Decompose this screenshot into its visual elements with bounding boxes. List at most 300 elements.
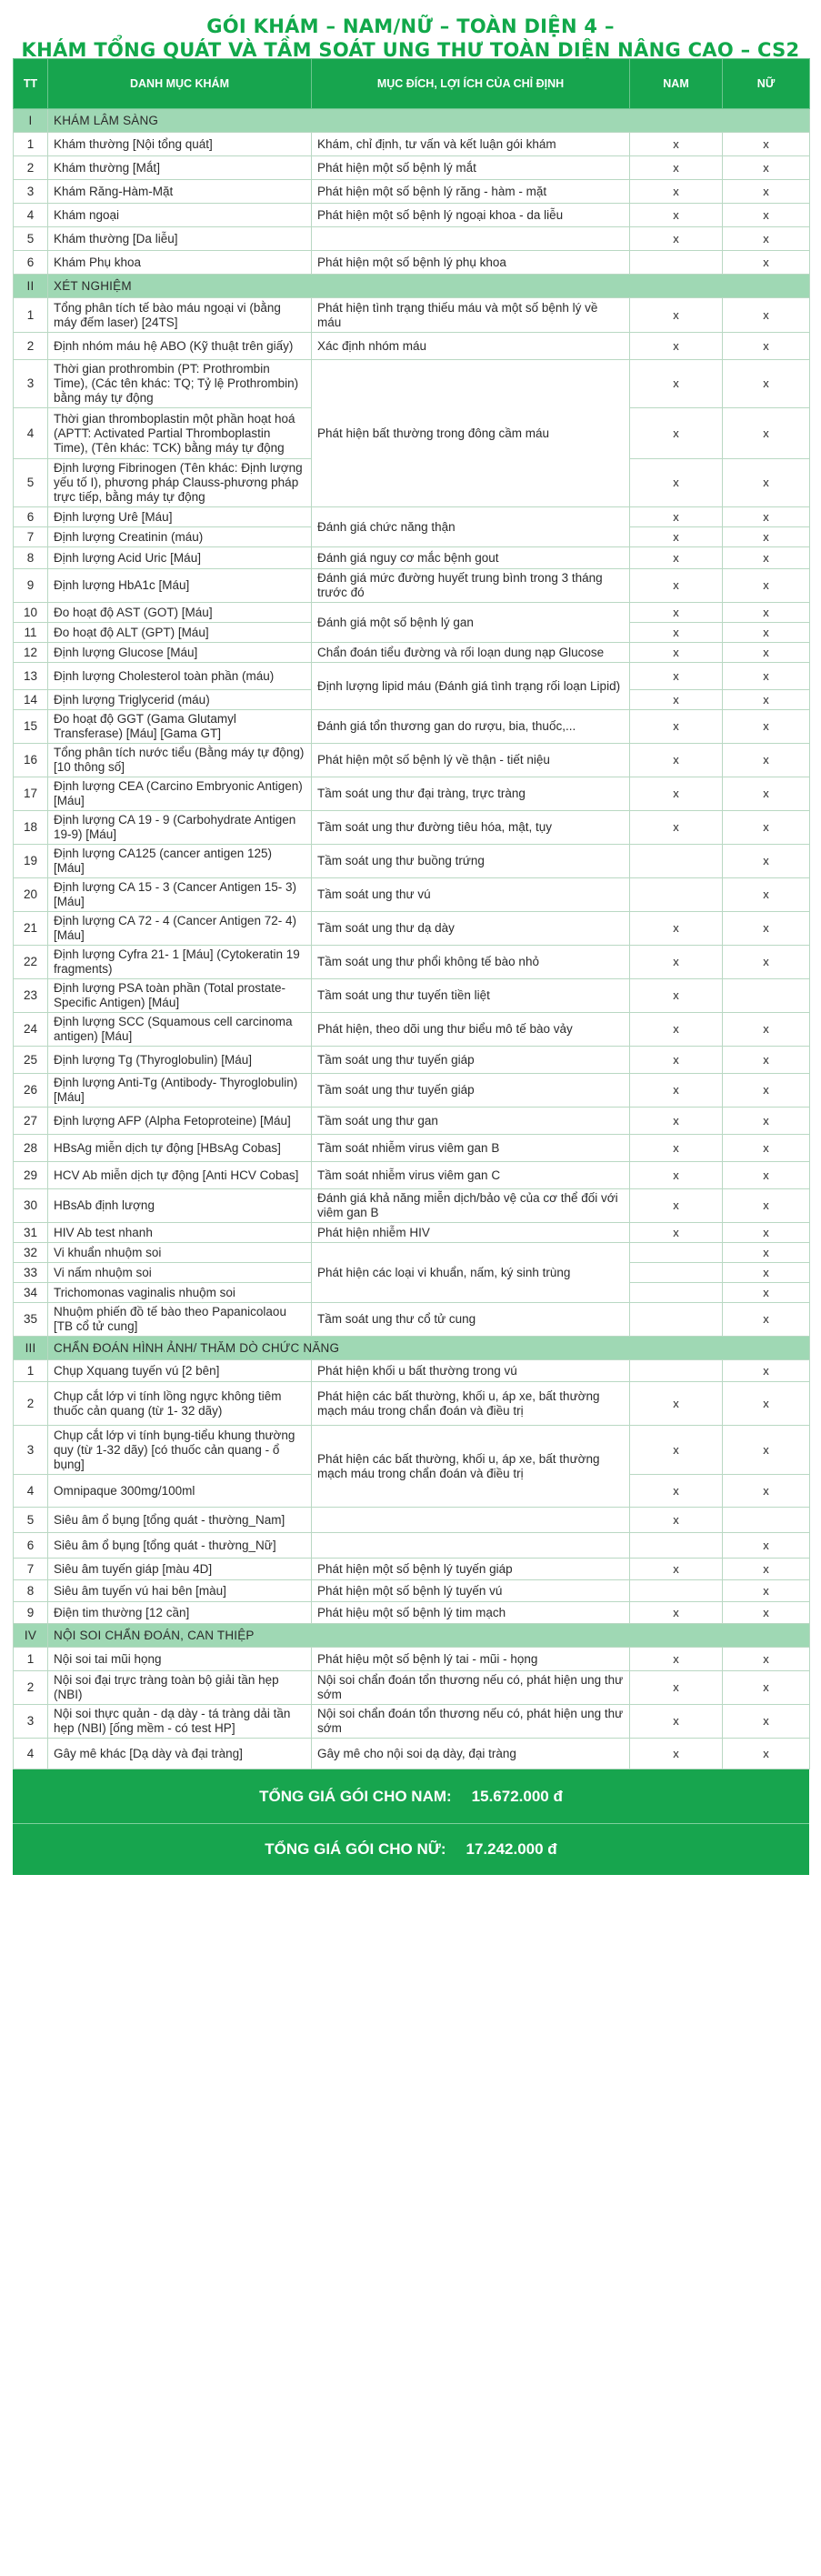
table-row <box>14 1189 810 1223</box>
nam-mark: x <box>630 360 723 408</box>
row-number: 2 <box>14 156 48 180</box>
exam-item: Định lượng Urê [Máu] <box>48 507 312 527</box>
nam-mark: x <box>630 710 723 744</box>
nu-mark: x <box>723 298 810 333</box>
exam-item: Định lượng Tg (Thyroglobulin) [Máu] <box>48 1047 312 1074</box>
table-row <box>14 1047 810 1074</box>
table-row <box>14 1602 810 1624</box>
exam-item: Định lượng PSA toàn phần (Total prostate-Specific Antigen) [Máu] <box>48 979 312 1013</box>
exam-item: Định lượng Creatinin (máu) <box>48 527 312 547</box>
row-number: 26 <box>14 1074 48 1108</box>
nu-mark: x <box>723 459 810 507</box>
table-row <box>14 569 810 603</box>
nu-mark: x <box>723 1303 810 1337</box>
row-number: 3 <box>14 1705 48 1739</box>
row-number: 10 <box>14 603 48 623</box>
table-row <box>14 1382 810 1426</box>
exam-purpose: Tầm soát ung thư đại tràng, trực tràng <box>312 777 630 811</box>
exam-item: Định lượng CA 19 - 9 (Carbohydrate Antigen 19-9) [Máu] <box>48 811 312 845</box>
nam-mark: x <box>630 663 723 690</box>
title-line-2: KHÁM TỔNG QUÁT VÀ TẦM SOÁT UNG THƯ TOÀN DIỆN NÂNG CAO – CS2 <box>21 39 800 61</box>
nu-mark: x <box>723 643 810 663</box>
exam-item: Điện tim thường [12 cần] <box>48 1602 312 1624</box>
nu-mark: x <box>723 1189 810 1223</box>
exam-purpose: Tầm soát nhiễm virus viêm gan C <box>312 1162 630 1189</box>
nu-mark: x <box>723 1243 810 1263</box>
table-row <box>14 912 810 946</box>
nu-mark: x <box>723 1263 810 1283</box>
table-row <box>14 204 810 227</box>
table-row <box>14 547 810 569</box>
exam-item: Siêu âm tuyến vú hai bên [màu] <box>48 1580 312 1602</box>
table-row <box>14 1580 810 1602</box>
row-number: 2 <box>14 333 48 360</box>
nam-mark: x <box>630 777 723 811</box>
table-row <box>14 1533 810 1559</box>
nam-mark <box>630 1283 723 1303</box>
row-number: 3 <box>14 180 48 204</box>
exam-item: Thời gian prothrombin (PT: Prothrombin Time), (Các tên khác: TQ; Tỷ lệ Prothrombin) bằng máy tự động <box>48 360 312 408</box>
exam-item: Khám Phụ khoa <box>48 251 312 275</box>
exam-item: Vi khuẩn nhuộm soi <box>48 1243 312 1263</box>
nu-mark: x <box>723 912 810 946</box>
exam-purpose: Nội soi chẩn đoán tổn thương nếu có, phát hiện ung thư sớm <box>312 1705 630 1739</box>
table-header-row <box>14 59 810 109</box>
nam-mark: x <box>630 459 723 507</box>
nu-mark: x <box>723 1283 810 1303</box>
nam-mark: x <box>630 1162 723 1189</box>
row-number: 17 <box>14 777 48 811</box>
nam-mark: x <box>630 133 723 156</box>
section-number: I <box>14 109 48 133</box>
exam-purpose: Phát hiện một số bệnh lý ngoại khoa - da liễu <box>312 204 630 227</box>
row-number: 20 <box>14 878 48 912</box>
exam-purpose: Phát hiện một số bệnh lý tuyến giáp <box>312 1559 630 1580</box>
nam-mark: x <box>630 408 723 459</box>
exam-purpose: Định lượng lipid máu (Đánh giá tình trạng rối loạn Lipid) <box>312 663 630 710</box>
row-number: 31 <box>14 1223 48 1243</box>
exam-purpose: Đánh giá khả năng miễn dịch/bảo vệ của cơ thể đối với viêm gan B <box>312 1189 630 1223</box>
table-row <box>14 643 810 663</box>
header-purpose: MỤC ĐÍCH, LỢI ÍCH CỦA CHỈ ĐỊNH <box>312 59 630 109</box>
nu-mark: x <box>723 845 810 878</box>
nam-mark: x <box>630 1135 723 1162</box>
nu-mark: x <box>723 1580 810 1602</box>
nam-mark: x <box>630 1223 723 1243</box>
nu-mark: x <box>723 1705 810 1739</box>
table-row <box>14 1074 810 1108</box>
nam-mark <box>630 251 723 275</box>
row-number: 6 <box>14 251 48 275</box>
exam-item: Nội soi tai mũi họng <box>48 1648 312 1671</box>
nu-mark: x <box>723 1671 810 1705</box>
exam-purpose: Tầm soát nhiễm virus viêm gan B <box>312 1135 630 1162</box>
nu-mark: x <box>723 1047 810 1074</box>
exam-item: Định lượng SCC (Squamous cell carcinoma antigen) [Máu] <box>48 1013 312 1047</box>
exam-purpose <box>312 1508 630 1533</box>
exam-item: Nội soi đại trực tràng toàn bộ giải tần hẹp (NBI) <box>48 1671 312 1705</box>
row-number: 8 <box>14 1580 48 1602</box>
page-title <box>0 0 821 61</box>
table-row <box>14 1162 810 1189</box>
total-nam-label: TỔNG GIÁ GÓI CHO NAM: <box>259 1787 452 1805</box>
exam-item: Định lượng CA 72 - 4 (Cancer Antigen 72- 4) [Máu] <box>48 912 312 946</box>
row-number: 5 <box>14 459 48 507</box>
nam-mark: x <box>630 1108 723 1135</box>
nam-mark <box>630 1263 723 1283</box>
exam-purpose: Chẩn đoán tiểu đường và rối loạn dung nạp Glucose <box>312 643 630 663</box>
total-nu <box>13 1824 809 1875</box>
exam-purpose: Phát hiện một số bệnh lý về thận - tiết niệu <box>312 744 630 777</box>
row-number: 6 <box>14 507 48 527</box>
exam-item: Định lượng CA125 (cancer antigen 125) [Máu] <box>48 845 312 878</box>
nu-mark: x <box>723 777 810 811</box>
row-number: 2 <box>14 1382 48 1426</box>
table-row <box>14 744 810 777</box>
nam-mark: x <box>630 1602 723 1624</box>
row-number: 29 <box>14 1162 48 1189</box>
section-row <box>14 1624 810 1648</box>
exam-purpose: Phát hiệu một số bệnh lý tim mạch <box>312 1602 630 1624</box>
exam-item: HBsAb định lượng <box>48 1189 312 1223</box>
nam-mark: x <box>630 1074 723 1108</box>
header-item: DANH MỤC KHÁM <box>48 59 312 109</box>
exam-purpose: Tầm soát ung thư phổi không tế bào nhỏ <box>312 946 630 979</box>
exam-purpose: Đánh giá mức đường huyết trung bình trong 3 tháng trước đó <box>312 569 630 603</box>
exam-item: Định lượng AFP (Alpha Fetoproteine) [Máu] <box>48 1108 312 1135</box>
exam-purpose: Phát hiện các bất thường, khối u, áp xe, bất thường mạch máu trong chẩn đoán và điều trị <box>312 1382 630 1426</box>
exam-item: Gây mê khác [Dạ dày và đại tràng] <box>48 1739 312 1769</box>
exam-purpose: Xác định nhóm máu <box>312 333 630 360</box>
row-number: 35 <box>14 1303 48 1337</box>
exam-item: Đo hoạt độ ALT (GPT) [Máu] <box>48 623 312 643</box>
exam-purpose: Phát hiện các bất thường, khối u, áp xe, bất thường mạch máu trong chẩn đoán và điều trị <box>312 1426 630 1508</box>
exam-item: Định lượng CEA (Carcino Embryonic Antigen) [Máu] <box>48 777 312 811</box>
nu-mark: x <box>723 1602 810 1624</box>
row-number: 1 <box>14 1360 48 1382</box>
table-row <box>14 156 810 180</box>
exam-item: Định lượng Cholesterol toàn phần (máu) <box>48 663 312 690</box>
exam-purpose: Đánh giá một số bệnh lý gan <box>312 603 630 643</box>
exam-item: Thời gian thromboplastin một phần hoạt hoá (APTT: Activated Partial Thromboplastin Time), (Tên khác: TCK) bằng máy tự động <box>48 408 312 459</box>
row-number: 24 <box>14 1013 48 1047</box>
table-row <box>14 1303 810 1337</box>
nam-mark: x <box>630 1047 723 1074</box>
exam-item: Định lượng Acid Uric [Máu] <box>48 547 312 569</box>
nam-mark <box>630 845 723 878</box>
row-number: 21 <box>14 912 48 946</box>
table-row <box>14 1671 810 1705</box>
exam-purpose: Tầm soát ung thư tuyến giáp <box>312 1074 630 1108</box>
exam-purpose: Tầm soát ung thư tuyến tiền liệt <box>312 979 630 1013</box>
nu-mark: x <box>723 623 810 643</box>
header-nu: NỮ <box>723 59 810 109</box>
nu-mark: x <box>723 1739 810 1769</box>
exam-item: Siêu âm ổ bụng [tổng quát - thường_Nữ] <box>48 1533 312 1559</box>
exam-purpose <box>312 227 630 251</box>
nu-mark: x <box>723 1475 810 1508</box>
table-row <box>14 777 810 811</box>
table-row <box>14 1243 810 1263</box>
nam-mark <box>630 1303 723 1337</box>
table-row <box>14 1705 810 1739</box>
nam-mark: x <box>630 1189 723 1223</box>
nu-mark: x <box>723 1074 810 1108</box>
section-number: III <box>14 1337 48 1360</box>
exam-purpose: Phát hiện bất thường trong đông cầm máu <box>312 360 630 507</box>
exam-item: Siêu âm ổ bụng [tổng quát - thường_Nam] <box>48 1508 312 1533</box>
section-row <box>14 1337 810 1360</box>
row-number: 7 <box>14 527 48 547</box>
row-number: 11 <box>14 623 48 643</box>
exam-item: Tổng phân tích nước tiểu (Bằng máy tự động) [10 thông số] <box>48 744 312 777</box>
nam-mark: x <box>630 507 723 527</box>
exam-purpose: Gây mê cho nội soi dạ dày, đại tràng <box>312 1739 630 1769</box>
nu-mark: x <box>723 744 810 777</box>
nam-mark <box>630 1360 723 1382</box>
nam-mark: x <box>630 1475 723 1508</box>
table-row <box>14 1426 810 1475</box>
row-number: 4 <box>14 1475 48 1508</box>
row-number: 30 <box>14 1189 48 1223</box>
table-row <box>14 1648 810 1671</box>
exam-item: HCV Ab miễn dịch tự động [Anti HCV Cobas] <box>48 1162 312 1189</box>
nam-mark: x <box>630 1705 723 1739</box>
nu-mark: x <box>723 663 810 690</box>
exam-purpose: Phát hiện một số bệnh lý mắt <box>312 156 630 180</box>
nu-mark: x <box>723 569 810 603</box>
exam-purpose: Tầm soát ung thư buồng trứng <box>312 845 630 878</box>
exam-item: Khám thường [Nội tổng quát] <box>48 133 312 156</box>
exam-purpose: Phát hiện một số bệnh lý phụ khoa <box>312 251 630 275</box>
row-number: 5 <box>14 227 48 251</box>
table-row <box>14 979 810 1013</box>
row-number: 6 <box>14 1533 48 1559</box>
exam-purpose <box>312 1533 630 1559</box>
nu-mark: x <box>723 1533 810 1559</box>
exam-item: Định lượng Anti-Tg (Antibody- Thyroglobulin) [Máu] <box>48 1074 312 1108</box>
exam-item: Nhuộm phiến đồ tế bào theo Papanicolaou [TB cổ tử cung] <box>48 1303 312 1337</box>
exam-item: Siêu âm tuyến giáp [màu 4D] <box>48 1559 312 1580</box>
nam-mark: x <box>630 623 723 643</box>
nu-mark: x <box>723 603 810 623</box>
row-number: 33 <box>14 1263 48 1283</box>
row-number: 27 <box>14 1108 48 1135</box>
table-row <box>14 1135 810 1162</box>
row-number: 9 <box>14 1602 48 1624</box>
nu-mark: x <box>723 690 810 710</box>
nam-mark: x <box>630 333 723 360</box>
exam-item: Chụp cắt lớp vi tính bụng-tiểu khung thường quy (từ 1-32 dãy) [có thuốc cản quang - ổ bụng] <box>48 1426 312 1475</box>
nu-mark <box>723 979 810 1013</box>
nu-mark: x <box>723 811 810 845</box>
section-row <box>14 109 810 133</box>
total-nu-value: 17.242.000 đ <box>466 1840 557 1858</box>
nu-mark: x <box>723 1108 810 1135</box>
row-number: 32 <box>14 1243 48 1263</box>
nam-mark: x <box>630 547 723 569</box>
nam-mark <box>630 1580 723 1602</box>
nam-mark: x <box>630 156 723 180</box>
nu-mark: x <box>723 408 810 459</box>
nam-mark: x <box>630 979 723 1013</box>
nu-mark: x <box>723 1223 810 1243</box>
exam-item: Định lượng Cyfra 21- 1 [Máu] (Cytokeratin 19 fragments) <box>48 946 312 979</box>
row-number: 3 <box>14 1426 48 1475</box>
table-row <box>14 845 810 878</box>
exam-purpose: Phát hiện khối u bất thường trong vú <box>312 1360 630 1382</box>
table-row <box>14 1013 810 1047</box>
nu-mark: x <box>723 946 810 979</box>
section-title: KHÁM LÂM SÀNG <box>48 109 810 133</box>
table-row <box>14 227 810 251</box>
nu-mark: x <box>723 156 810 180</box>
nu-mark: x <box>723 1013 810 1047</box>
exam-purpose: Đánh giá nguy cơ mắc bệnh gout <box>312 547 630 569</box>
exam-item: Tổng phân tích tế bào máu ngoại vi (bằng máy đếm laser) [24TS] <box>48 298 312 333</box>
row-number: 2 <box>14 1671 48 1705</box>
exam-item: HIV Ab test nhanh <box>48 1223 312 1243</box>
exam-item: Định lượng Triglycerid (máu) <box>48 690 312 710</box>
table-row <box>14 133 810 156</box>
exam-item: HBsAg miễn dịch tự động [HBsAg Cobas] <box>48 1135 312 1162</box>
nam-mark: x <box>630 1648 723 1671</box>
nu-mark: x <box>723 204 810 227</box>
section-row <box>14 275 810 298</box>
exam-purpose: Phát hiện, theo dõi ung thư biểu mô tế bào vảy <box>312 1013 630 1047</box>
section-title: XÉT NGHIỆM <box>48 275 810 298</box>
nam-mark: x <box>630 1559 723 1580</box>
row-number: 28 <box>14 1135 48 1162</box>
total-nu-label: TỔNG GIÁ GÓI CHO NỮ: <box>265 1840 446 1858</box>
nu-mark: x <box>723 133 810 156</box>
nu-mark: x <box>723 1426 810 1475</box>
exam-item: Định nhóm máu hệ ABO (Kỹ thuật trên giấy) <box>48 333 312 360</box>
row-number: 4 <box>14 204 48 227</box>
nam-mark: x <box>630 690 723 710</box>
row-number: 4 <box>14 408 48 459</box>
header-nam: NAM <box>630 59 723 109</box>
row-number: 23 <box>14 979 48 1013</box>
row-number: 8 <box>14 547 48 569</box>
nu-mark: x <box>723 1648 810 1671</box>
row-number: 19 <box>14 845 48 878</box>
total-nam <box>13 1769 809 1824</box>
table-row <box>14 360 810 408</box>
exam-item: Chụp cắt lớp vi tính lồng ngực không tiêm thuốc cản quang (từ 1- 32 dãy) <box>48 1382 312 1426</box>
package-table <box>13 58 810 1769</box>
table-row <box>14 1360 810 1382</box>
exam-item: Định lượng HbA1c [Máu] <box>48 569 312 603</box>
nam-mark: x <box>630 1013 723 1047</box>
table-row <box>14 180 810 204</box>
exam-item: Đo hoạt độ AST (GOT) [Máu] <box>48 603 312 623</box>
exam-purpose: Khám, chỉ định, tư vấn và kết luận gói khám <box>312 133 630 156</box>
nam-mark: x <box>630 1671 723 1705</box>
table-row <box>14 946 810 979</box>
exam-item: Định lượng Glucose [Máu] <box>48 643 312 663</box>
table-row <box>14 1559 810 1580</box>
nu-mark: x <box>723 360 810 408</box>
nam-mark: x <box>630 298 723 333</box>
nu-mark: x <box>723 878 810 912</box>
table-row <box>14 811 810 845</box>
nam-mark: x <box>630 811 723 845</box>
row-number: 3 <box>14 360 48 408</box>
exam-item: Omnipaque 300mg/100ml <box>48 1475 312 1508</box>
nam-mark: x <box>630 204 723 227</box>
nu-mark: x <box>723 527 810 547</box>
exam-purpose: Tầm soát ung thư đường tiêu hóa, mật, tụy <box>312 811 630 845</box>
nu-mark: x <box>723 507 810 527</box>
nam-mark: x <box>630 1739 723 1769</box>
total-nam-value: 15.672.000 đ <box>471 1787 563 1805</box>
exam-item: Khám ngoại <box>48 204 312 227</box>
nam-mark: x <box>630 1382 723 1426</box>
row-number: 1 <box>14 133 48 156</box>
nam-mark: x <box>630 643 723 663</box>
exam-item: Đo hoạt độ GGT (Gama Glutamyl Transferase) [Máu] [Gama GT] <box>48 710 312 744</box>
nam-mark: x <box>630 1508 723 1533</box>
section-number: II <box>14 275 48 298</box>
exam-item: Chụp Xquang tuyến vú [2 bên] <box>48 1360 312 1382</box>
row-number: 12 <box>14 643 48 663</box>
table-row <box>14 710 810 744</box>
exam-purpose: Tầm soát ung thư gan <box>312 1108 630 1135</box>
row-number: 1 <box>14 1648 48 1671</box>
exam-purpose: Phát hiện một số bệnh lý tuyến vú <box>312 1580 630 1602</box>
exam-purpose: Tầm soát ung thư vú <box>312 878 630 912</box>
nu-mark: x <box>723 333 810 360</box>
row-number: 14 <box>14 690 48 710</box>
row-number: 22 <box>14 946 48 979</box>
table-row <box>14 333 810 360</box>
exam-item: Khám Răng-Hàm-Mặt <box>48 180 312 204</box>
exam-purpose: Tầm soát ung thư tuyến giáp <box>312 1047 630 1074</box>
row-number: 13 <box>14 663 48 690</box>
nu-mark: x <box>723 1360 810 1382</box>
section-title: NỘI SOI CHẨN ĐOÁN, CAN THIỆP <box>48 1624 810 1648</box>
exam-item: Khám thường [Da liễu] <box>48 227 312 251</box>
exam-purpose: Tầm soát ung thư cổ tử cung <box>312 1303 630 1337</box>
row-number: 5 <box>14 1508 48 1533</box>
row-number: 15 <box>14 710 48 744</box>
nam-mark: x <box>630 912 723 946</box>
exam-item: Định lượng CA 15 - 3 (Cancer Antigen 15- 3) [Máu] <box>48 878 312 912</box>
nam-mark: x <box>630 1426 723 1475</box>
row-number: 34 <box>14 1283 48 1303</box>
table-row <box>14 298 810 333</box>
nam-mark <box>630 878 723 912</box>
row-number: 16 <box>14 744 48 777</box>
exam-purpose: Phát hiệu một số bệnh lý tai - mũi - họng <box>312 1648 630 1671</box>
exam-item: Khám thường [Mắt] <box>48 156 312 180</box>
nam-mark: x <box>630 527 723 547</box>
nam-mark: x <box>630 603 723 623</box>
nu-mark: x <box>723 1382 810 1426</box>
exam-purpose: Nội soi chẩn đoán tổn thương nếu có, phát hiện ung thư sớm <box>312 1671 630 1705</box>
title-line-1: GÓI KHÁM – NAM/NỮ – TOÀN DIỆN 4 – <box>206 15 615 37</box>
nam-mark: x <box>630 744 723 777</box>
row-number: 18 <box>14 811 48 845</box>
exam-purpose: Tầm soát ung thư dạ dày <box>312 912 630 946</box>
nu-mark: x <box>723 1559 810 1580</box>
exam-purpose: Phát hiện các loại vi khuẩn, nấm, ký sinh trùng <box>312 1243 630 1303</box>
nu-mark: x <box>723 710 810 744</box>
table-row <box>14 1108 810 1135</box>
table-row <box>14 1223 810 1243</box>
table-row <box>14 1508 810 1533</box>
